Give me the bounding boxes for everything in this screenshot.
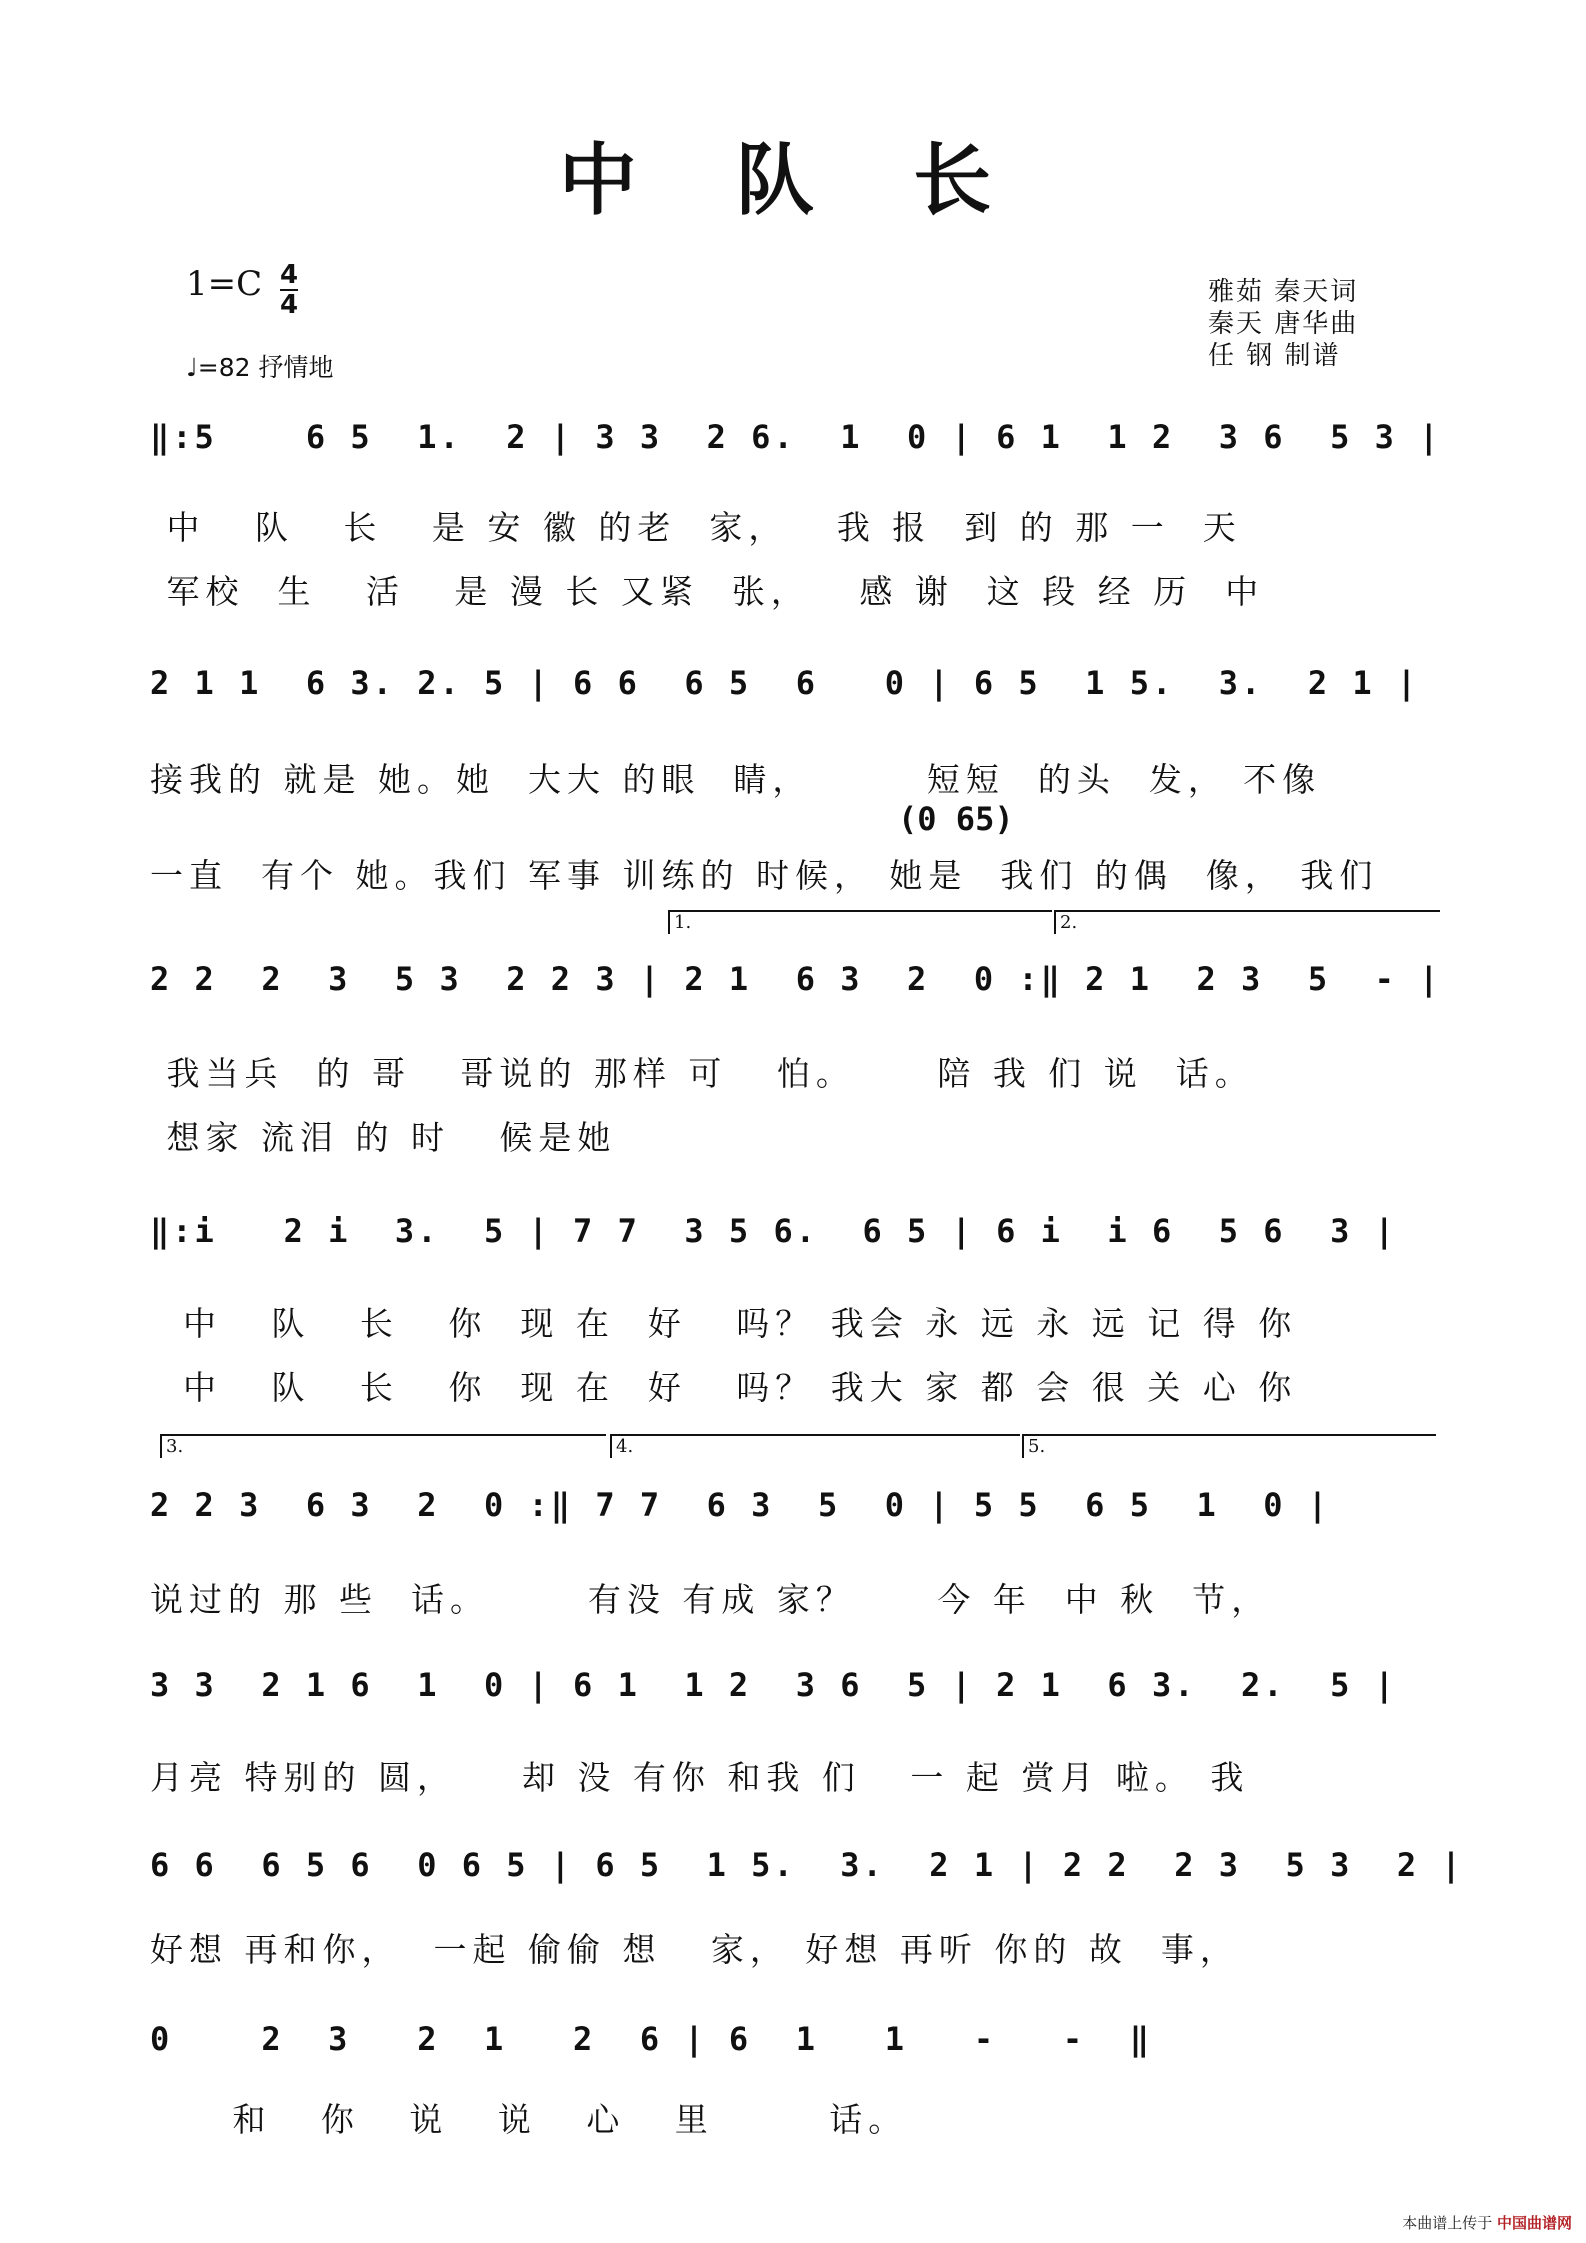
time-signature	[280, 262, 298, 318]
time-signature-top: 4	[280, 260, 299, 290]
lyric-line-7: 好想 再和你， 一起 偷偷 想 家， 好想 再听 你的 故 事，	[150, 1930, 1239, 1969]
page-title: 中 队 长	[558, 135, 1028, 226]
time-signature-bottom: 4	[280, 290, 299, 320]
notation-line-7: 6 6 6 5 6 0 6 5 | 6 5 1 5. 3. 2 1 | 2 2 2 3 5 3 2 |	[150, 1846, 1464, 1884]
lyric-line-2a: 接我的 就是 她。她 大大 的眼 睛， 短短 的头 发， 不像	[150, 760, 1322, 799]
ending-bracket-5: 5.	[1022, 1434, 1436, 1458]
lyric-line-1b: 军校 生 活 是 漫 长 又紧 张， 感 谢 这 段 经 历 中	[150, 572, 1265, 611]
pickup-annotation: (0 65)	[898, 800, 1014, 838]
notation-line-6: 3 3 2 1 6 1 0 | 6 1 1 2 3 6 5 | 2 1 6 3. 2. 5 |	[150, 1666, 1397, 1704]
credit-lyricist: 雅茹 秦天词	[1208, 277, 1359, 307]
notation-line-4: ‖:i 2 i 3. 5 | 7 7 3 5 6. 6 5 | 6 i i 6 5 6 3 |	[150, 1212, 1397, 1250]
lyric-line-4a: 中 队 长 你 现 在 好 吗？ 我会 永 远 永 远 记 得 你	[150, 1304, 1298, 1343]
ending-bracket-4: 4.	[610, 1434, 1020, 1458]
lyric-line-3b: 想家 流泪 的 时 候是她	[150, 1118, 617, 1157]
footer-text: 本曲谱上传于	[1402, 2214, 1493, 2232]
lyric-line-2b: 一直 有个 她。我们 军事 训练的 时候， 她是 我们 的偶 像， 我们	[150, 856, 1379, 895]
lyric-line-4b: 中 队 长 你 现 在 好 吗？ 我大 家 都 会 很 关 心 你	[150, 1368, 1298, 1407]
lyric-line-8: 和 你 说 说 心 里 话。	[150, 2100, 908, 2139]
notation-line-8: 0 2 3 2 1 2 6 | 6 1 1 - - ‖	[150, 2020, 1152, 2058]
footer-brand: 中国曲谱网	[1496, 2214, 1572, 2232]
ending-bracket-2: 2.	[1054, 910, 1440, 934]
notation-line-5: 2 2 3 6 3 2 0 :‖ 7 7 6 3 5 0 | 5 5 6 5 1 0 |	[150, 1486, 1331, 1524]
lyric-line-1a: 中 队 长 是 安 徽 的老 家， 我 报 到 的 那 一 天	[150, 508, 1242, 547]
credit-arranger: 任 钢 制谱	[1208, 341, 1341, 371]
credit-composer: 秦天 唐华曲	[1208, 309, 1359, 339]
ending-bracket-3: 3.	[160, 1434, 606, 1458]
notation-line-3: 2 2 2 3 5 3 2 2 3 | 2 1 6 3 2 0 :‖ 2 1 2 3 5 - |	[150, 960, 1442, 998]
notation-line-2: 2 1 1 6 3. 2. 5 | 6 6 6 5 6 0 | 6 5 1 5. 3. 2 1 |	[150, 664, 1420, 702]
notation-line-1: ‖:5 6 5 1. 2 | 3 3 2 6. 1 0 | 6 1 1 2 3 6 5 3 |	[150, 418, 1442, 456]
lyric-line-3a: 我当兵 的 哥 哥说的 那样 可 怕。 陪 我 们 说 话。	[150, 1054, 1254, 1093]
lyric-line-6: 月亮 特别的 圆， 却 没 有你 和我 们 一 起 赏月 啦。 我	[150, 1758, 1250, 1797]
key-signature: 1=C	[186, 264, 263, 304]
footer-credit	[1402, 2212, 1572, 2233]
ending-bracket-1: 1.	[668, 910, 1052, 934]
tempo-marking: ♩=82 抒情地	[186, 353, 334, 382]
lyric-line-5: 说过的 那 些 话。 有没 有成 家？ 今 年 中 秋 节，	[150, 1580, 1271, 1619]
credits	[1208, 276, 1358, 372]
